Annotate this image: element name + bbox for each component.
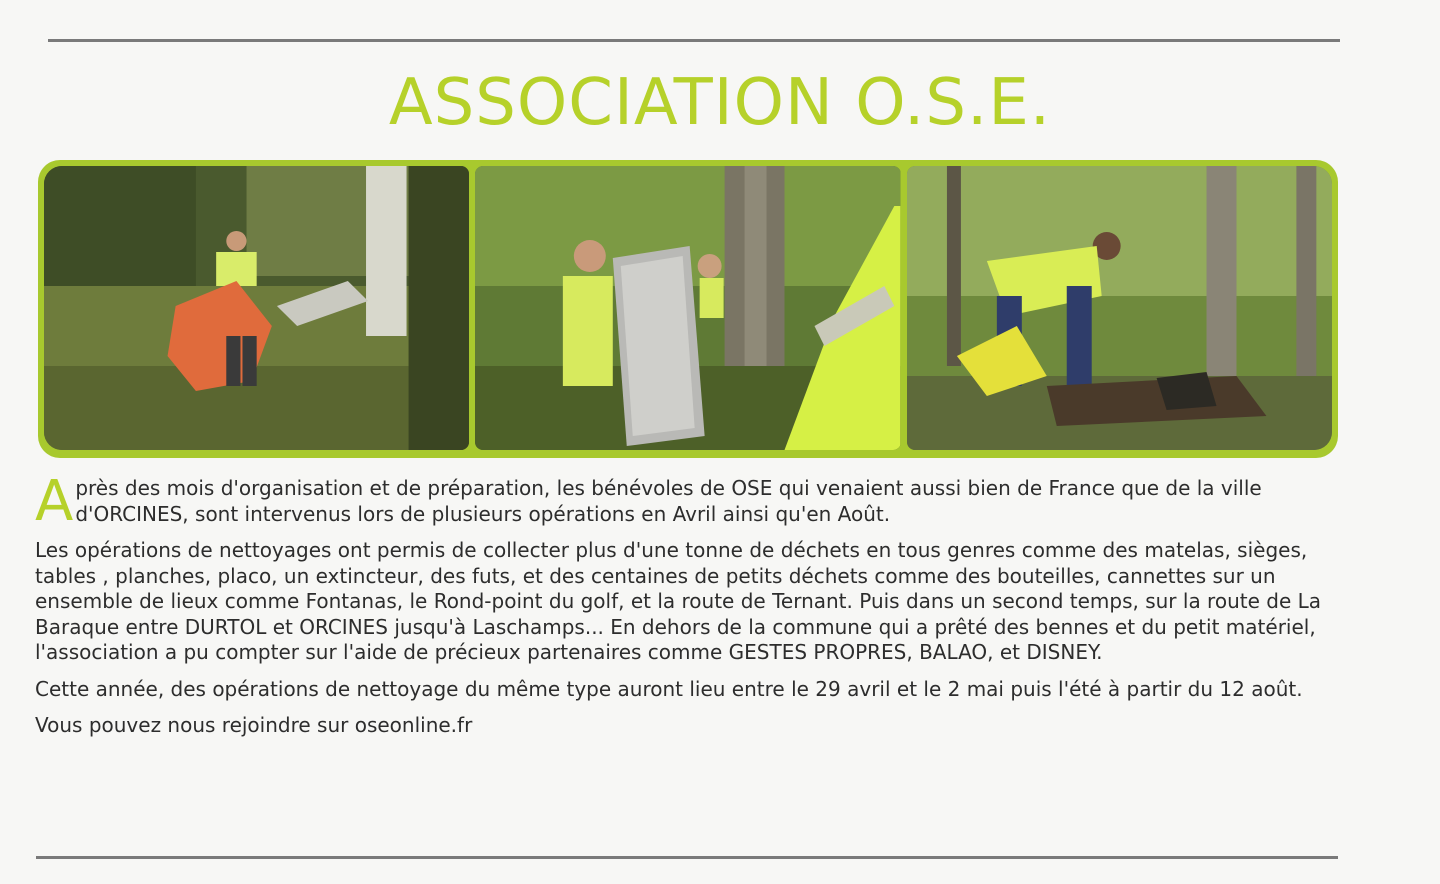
paragraph-intro [35,469,1335,534]
photo-volunteer-with-bag [44,166,469,450]
paragraph-schedule: Cette année, des opérations de nettoyage du même type auront lieu entre le 29 avril et le 2 mai puis l'été à partir du 12 août. [35,676,1303,701]
photo-volunteers-with-mattress [475,166,900,450]
bottom-rule [36,856,1338,859]
photo-volunteer-collecting-waste [907,166,1332,450]
paragraph-website: Vous pouvez nous rejoindre sur oseonline.fr [35,713,473,737]
paragraph-intro-text: près des mois d'organisation et de préparation, les bénévoles de OSE qui venaient aussi bien de France que de la ville d'ORCINES, sont intervenus lors de plusieurs opérations en Avril ainsi qu'en Août. [75,476,1262,526]
photo-banner [38,160,1338,458]
top-rule [48,39,1340,42]
article-title: ASSOCIATION O.S.E. [388,66,1052,140]
drop-cap: A [35,469,74,534]
article-body [35,469,1335,750]
paragraph-operations: Les opérations de nettoyages ont permis de collecter plus d'une tonne de déchets en tous genres comme des matelas, sièges, tables , planches, placo, un extincteur, des futs, et des centaines de petits déchets comme des bouteilles, cannettes sur un ensemble de lieux comme Fontanas, le Rond-point du golf, et la route de Ternant. Puis dans un second temps, sur la route de La Baraque entre DURTOL et ORCINES jusqu'à Laschamps... En dehors de la commune qui a prêté des bennes et du petit matériel, l'association a pu compter sur l'aide de précieux partenaires comme GESTES PROPRES, BALAO, et DISNEY. [35,538,1322,664]
